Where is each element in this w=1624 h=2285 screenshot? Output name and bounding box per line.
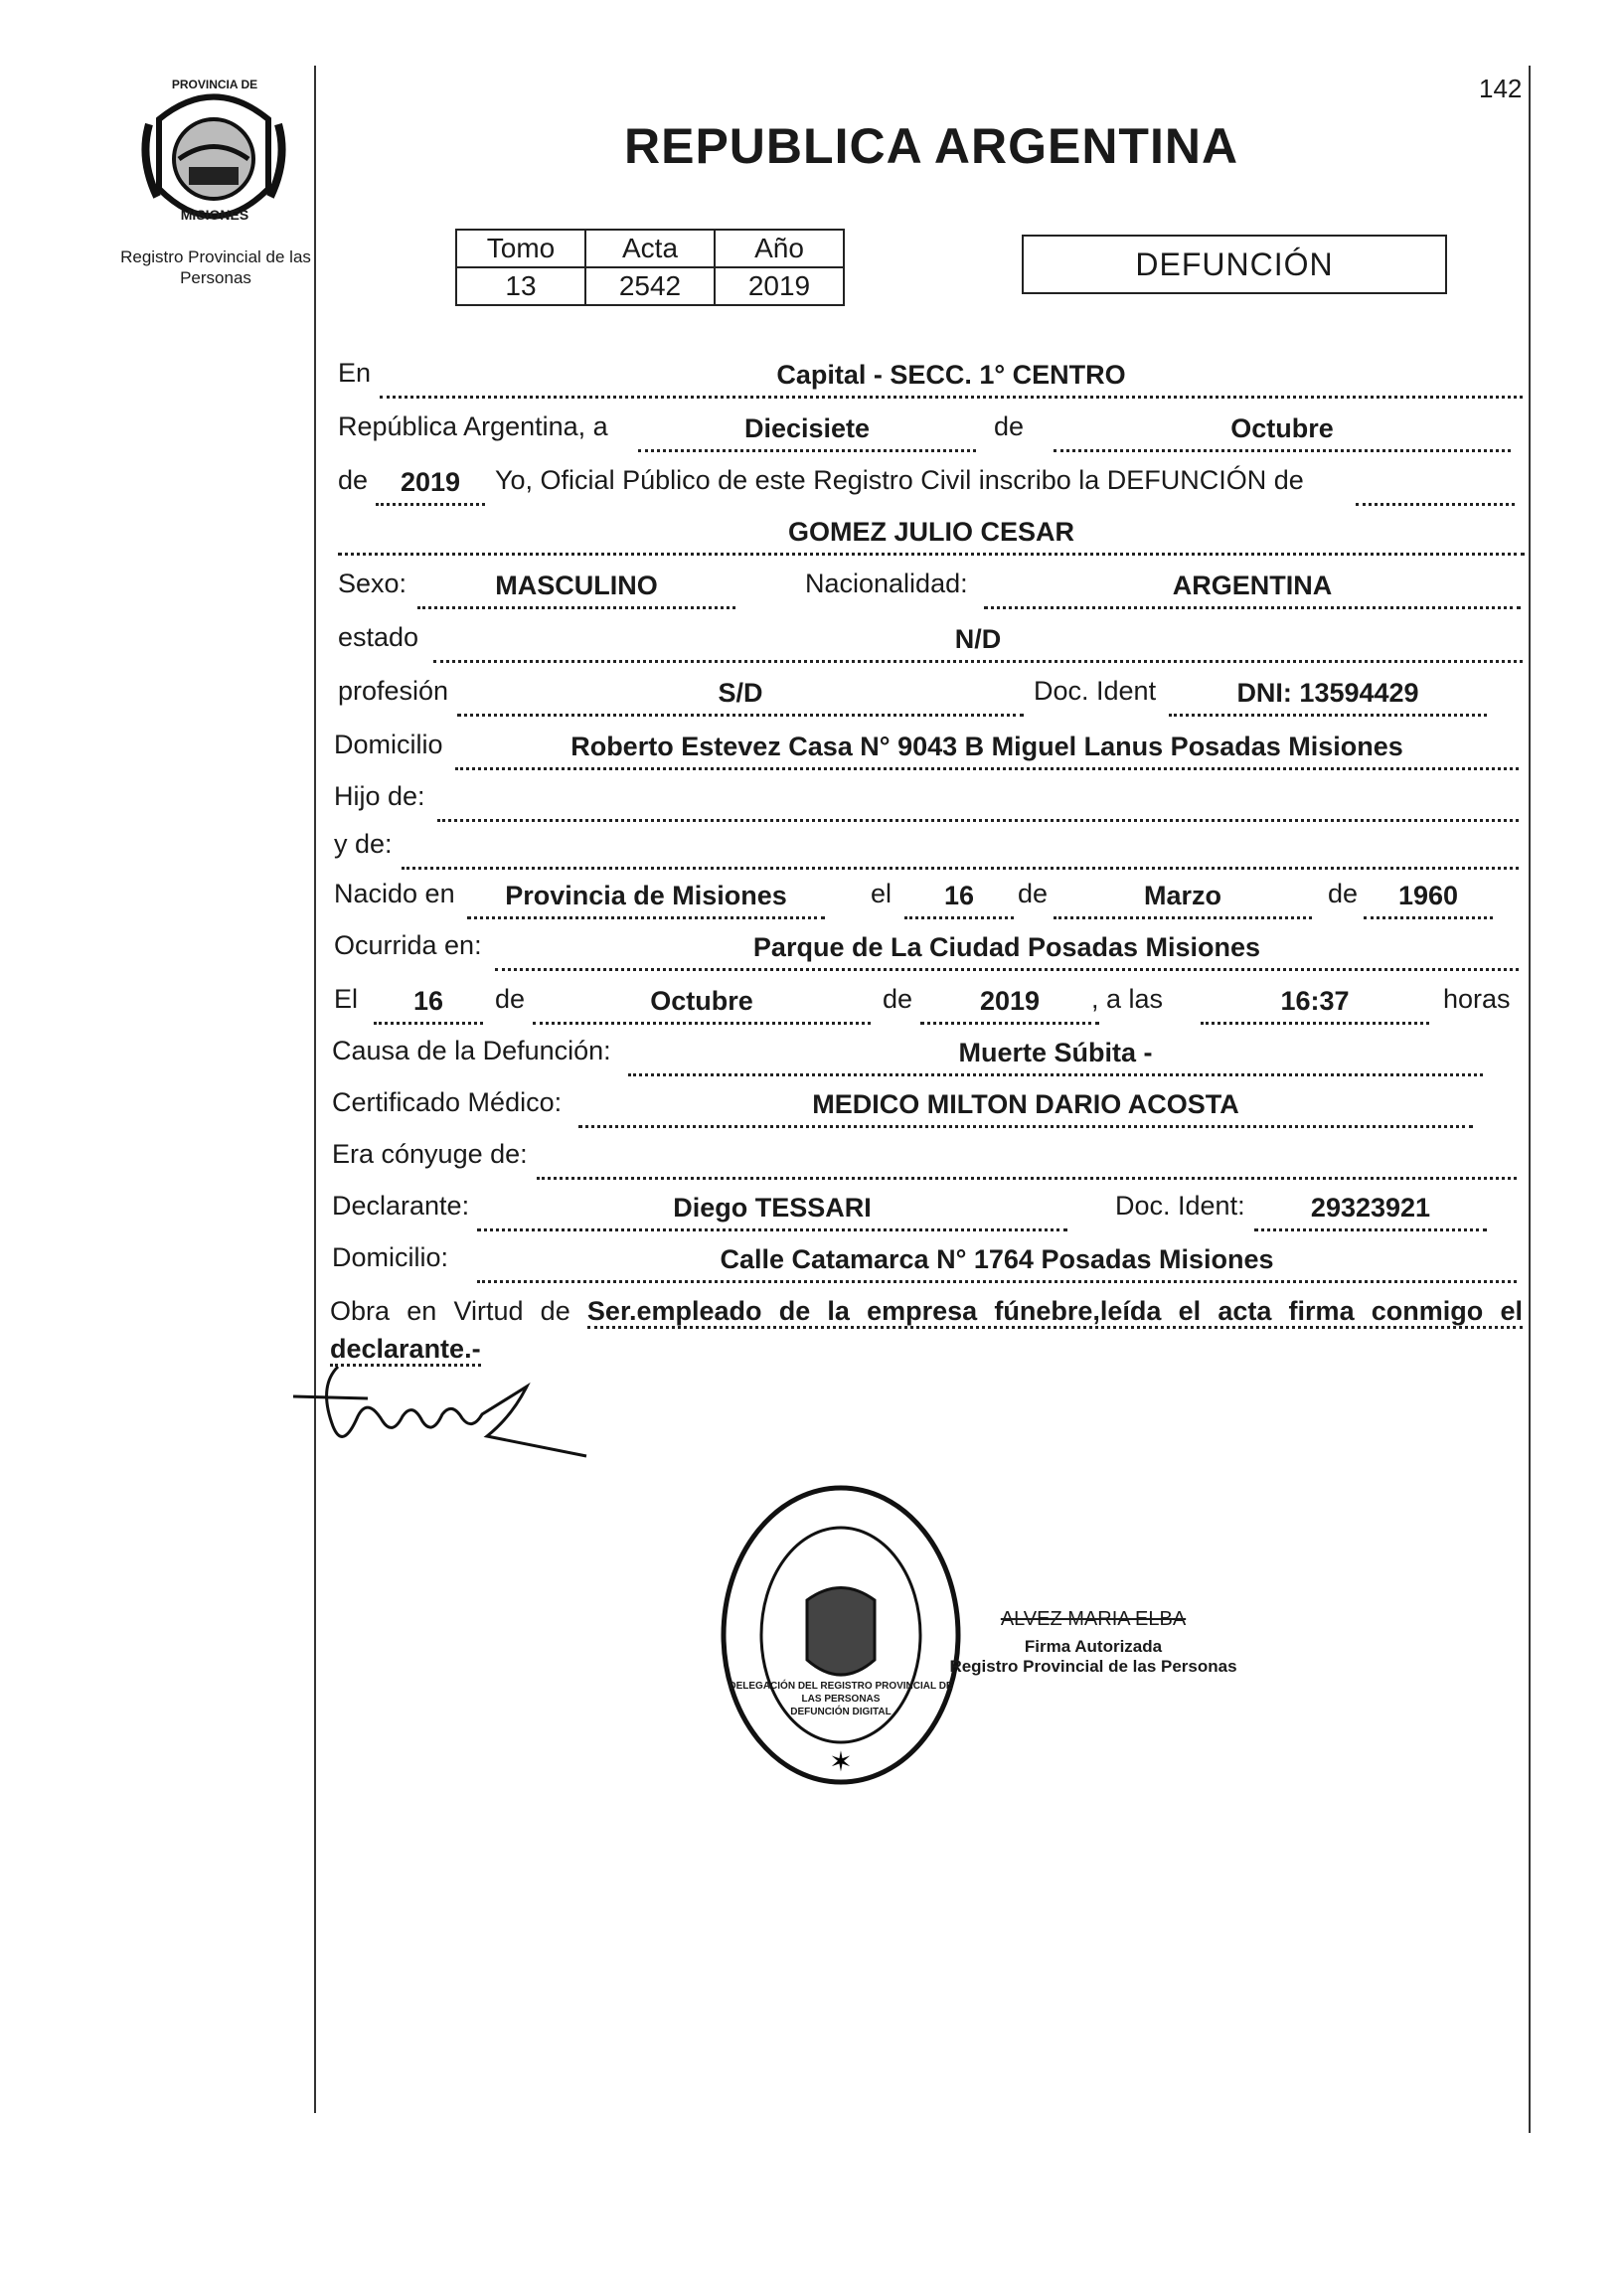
row-declarante [332,1191,1525,1230]
estado-value: N/D [433,624,1523,663]
authorized-org: Registro Provincial de las Personas [949,1657,1237,1676]
row-ocurrida [334,930,1527,970]
nacionalidad-value: ARGENTINA [984,571,1521,609]
registry-name: Registro Provincial de las Personas [120,247,311,287]
y-de-value [402,831,1519,870]
conyuge-value [537,1141,1517,1180]
hijo-de-value [437,783,1519,822]
declarante-doc-value: 29323921 [1254,1193,1487,1231]
tomo-value: 13 [456,267,585,305]
inscripcion-blank [1356,467,1515,506]
acta-value: 2542 [585,267,715,305]
inscripcion-de-label: de [338,465,369,495]
authorized-name: ALVEZ MARIA ELBA [1000,1608,1187,1630]
certificado-value: MEDICO MILTON DARIO ACOSTA [578,1089,1473,1128]
row-hijo-de [334,781,1527,821]
y-de-label: y de: [334,829,393,859]
row-en [338,358,1531,398]
declarante-value: Diego TESSARI [477,1193,1067,1231]
fecha-de-label: de [994,411,1025,441]
nacido-place: Provincia de Misiones [467,881,825,919]
obra-value: Ser.empleado de la empresa fúnebre,leída el acta firma conmigo el declarante.- [330,1296,1523,1367]
row-conyuge [332,1139,1525,1179]
row-profesion [338,676,1531,716]
row-inscripcion [338,465,1531,505]
row-y-de [334,829,1527,869]
certificado-label: Certificado Médico: [332,1087,563,1117]
authorized-role: Firma Autorizada [1024,1637,1163,1656]
causa-value: Muerte Súbita - [628,1038,1483,1076]
en-label: En [338,358,372,388]
registry-seal [718,1481,964,1789]
domicilio-value: Roberto Estevez Casa N° 9043 B Miguel Lanus Posadas Misiones [455,732,1519,770]
domicilio-decl-label: Domicilio: [332,1242,449,1272]
authorized-signature-block [934,1608,1252,1677]
row-certificado [332,1087,1525,1127]
declarante-doc-label: Doc. Ident: [1115,1191,1245,1221]
causa-label: Causa de la Defunción: [332,1036,611,1065]
fecha-def-alas-label: , a las [1091,984,1164,1014]
record-index-value-row [456,267,844,305]
obra-label: Obra en Virtud de [330,1296,570,1326]
sexo-label: Sexo: [338,569,407,598]
ocurrida-value: Parque de La Ciudad Posadas Misiones [495,932,1519,971]
nacido-day: 16 [904,881,1014,919]
hijo-de-label: Hijo de: [334,781,425,811]
row-domicilio-declarante [332,1242,1525,1282]
declarante-label: Declarante: [332,1191,470,1221]
row-causa [332,1036,1525,1075]
acta-header: Acta [585,230,715,267]
nacido-de2-label: de [1328,879,1359,908]
doc-ident-label: Doc. Ident [1034,676,1157,706]
left-margin-line [314,66,316,2113]
page-number: 142 [1479,74,1523,103]
conyuge-label: Era cónyuge de: [332,1139,528,1169]
nacido-label: Nacido en [334,879,455,908]
inscripcion-text: Yo, Oficial Público de este Registro Civil inscribo la DEFUNCIÓN de [495,465,1304,495]
declarant-signature [288,1357,596,1466]
tomo-header: Tomo [456,230,585,267]
coat-of-arms-text: PROVINCIA DE [171,78,258,91]
nacido-de-label: de [1018,879,1049,908]
fecha-label: República Argentina, a [338,411,608,441]
svg-text:✶: ✶ [829,1745,853,1778]
fecha-def-horas-label: horas [1443,984,1511,1014]
record-index-table [455,229,845,306]
fecha-def-time: 16:37 [1201,986,1429,1025]
estado-label: estado [338,622,419,652]
sexo-value: MASCULINO [417,571,735,609]
row-estado [338,622,1531,662]
row-fecha-defuncion [334,984,1527,1024]
fecha-def-de-label: de [495,984,526,1014]
document-title: REPUBLICA ARGENTINA [624,118,1239,174]
domicilio-label: Domicilio [334,730,443,759]
deceased-name: GOMEZ JULIO CESAR [338,517,1525,556]
nacido-month: Marzo [1054,881,1312,919]
anio-header: Año [715,230,844,267]
ocurrida-label: Ocurrida en: [334,930,482,960]
nacionalidad-label: Nacionalidad: [805,569,968,598]
fecha-def-de2-label: de [883,984,913,1014]
fecha-month: Octubre [1054,413,1511,452]
row-domicilio [334,730,1527,769]
fecha-def-day: 16 [374,986,483,1025]
row-nacido [334,879,1527,918]
profesion-label: profesión [338,676,449,706]
nacido-year: 1960 [1364,881,1493,919]
row-fecha [338,411,1531,451]
nacido-el-label: el [871,879,893,908]
row-nombre [338,515,1531,555]
fecha-day: Diecisiete [638,413,976,452]
fecha-def-month: Octubre [533,986,871,1025]
coat-of-arms-bottom-text: MISIONES [180,207,249,223]
row-sexo [338,569,1531,608]
record-kind: DEFUNCIÓN [1022,235,1447,294]
domicilio-decl-value: Calle Catamarca N° 1764 Posadas Misiones [477,1244,1517,1283]
fecha-def-year: 2019 [920,986,1099,1025]
record-index-header-row [456,230,844,267]
en-value: Capital - SECC. 1° CENTRO [380,360,1523,399]
inscripcion-year: 2019 [376,467,485,506]
seal-text: DELEGACIÓN DEL REGISTRO PROVINCIAL DE LAS PERSONAS DEFUNCIÓN DIGITAL [729,1681,953,1717]
fecha-def-el-label: El [334,984,359,1014]
doc-ident-value: DNI: 13594429 [1169,678,1487,717]
anio-value: 2019 [715,267,844,305]
profesion-value: S/D [457,678,1024,717]
